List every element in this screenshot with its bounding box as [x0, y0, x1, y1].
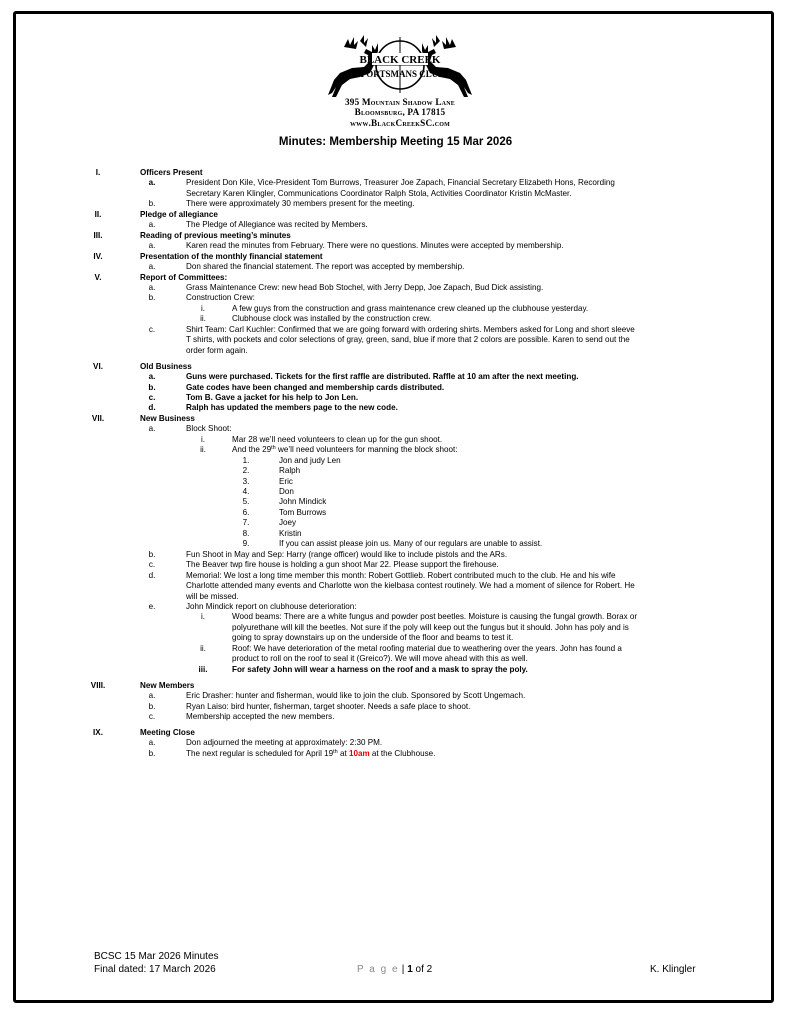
item-text-main: Don shared the financial statement. The report was accepted by membership. [186, 262, 465, 272]
item-number: 2. [242, 466, 250, 476]
address-city: Bloomsburg, PA 17815 [354, 107, 446, 118]
item-text [232, 314, 431, 324]
ordinal-suffix: th [333, 748, 338, 755]
item-text-main: If you can assist please join us. Many of our regulars are unable to assist. [279, 539, 543, 549]
item-number: 1. [242, 455, 250, 465]
item-text-main: product to roll on the roof to seal it (Greico?). We will move ahead with this as well. [232, 654, 528, 664]
item-text-main: Officers Present [140, 168, 203, 177]
item-number: VIII. [90, 680, 106, 690]
item-number: VII. [91, 413, 105, 423]
item-text [232, 654, 528, 664]
document-title: Minutes: Membership Meeting 15 Mar 2026 [278, 136, 513, 148]
item-text [232, 644, 622, 654]
item-text-main: New Members [140, 680, 195, 690]
item-text [279, 497, 326, 507]
item-text-main: Presentation of the monthly financial statement [140, 251, 323, 261]
item-text [186, 602, 357, 612]
item-text [232, 633, 513, 643]
item-text [186, 372, 579, 382]
page-word: P a g e [357, 964, 400, 975]
item-text [140, 168, 203, 178]
item-number: b. [148, 748, 156, 758]
item-text [279, 539, 542, 549]
item-text-main: Mar 28 we’ll need volunteers to clean up for the gun shoot. [232, 434, 443, 444]
item-number: c. [148, 392, 156, 402]
address-street: 395 Mountain Shadow Lane [345, 97, 455, 107]
item-number: b. [148, 382, 156, 392]
item-text-main: Old Business [140, 361, 192, 371]
item-number: d. [148, 403, 156, 413]
item-text [140, 414, 195, 424]
item-text-main: For safety John will wear a harness on the roof and a mask to spray the poly. [232, 664, 528, 674]
item-text-main: T shirts, with pockets and color selections of gray, green, sand, blue if more that 2 colors are possible. Karen to send out the [186, 335, 630, 345]
item-number: d. [148, 570, 156, 580]
item-text-main: New Business [140, 413, 195, 423]
item-text-main: Jon and judy Len [279, 455, 341, 465]
item-text [186, 691, 525, 701]
item-number: VI. [93, 361, 103, 371]
item-number: V. [94, 272, 102, 282]
item-text [279, 477, 293, 487]
item-text-main: Reading of previous meeting’s minutes [140, 230, 291, 240]
item-text-main: Kristin [279, 528, 302, 538]
page-current: 1 [407, 964, 413, 975]
item-number: ii. [200, 643, 206, 653]
item-number: i. [200, 612, 206, 622]
item-number: IX. [93, 727, 103, 737]
item-text-main: The Pledge of Allegiance was recited by Members. [186, 220, 368, 230]
item-text [140, 362, 192, 372]
item-number: c. [148, 560, 156, 570]
logo-text-top: BLACK CREEK [359, 54, 441, 66]
item-text [186, 571, 615, 581]
item-text [186, 550, 507, 560]
page-border [13, 11, 774, 1003]
item-text [186, 592, 239, 602]
item-text-main: Tom B. Gave a jacket for his help to Jon Len. [186, 392, 359, 402]
item-text [186, 383, 444, 393]
item-text [186, 220, 368, 230]
item-number: a. [148, 424, 156, 434]
item-text [232, 304, 588, 314]
item-text-cont: we’ll need volunteers for manning the block shoot: [275, 445, 458, 455]
item-text-main: Shirt Team: Carl Kuchler: Confirmed that we are going forward with ordering shirts. Members asked for Long and short sleeve [186, 324, 635, 334]
item-text-main: Ralph [279, 466, 301, 476]
item-number: 8. [242, 528, 250, 538]
item-text [279, 508, 326, 518]
item-text [186, 189, 572, 199]
item-text [279, 529, 302, 539]
item-text-main: Block Shoot: [186, 424, 232, 434]
club-address [300, 97, 500, 128]
item-text [186, 325, 635, 335]
item-text-main: A few guys from the construction and grass maintenance crew cleaned up the clubhouse yesterday. [232, 303, 589, 313]
item-number: b. [148, 199, 156, 209]
item-text [232, 623, 629, 633]
item-text [186, 712, 334, 722]
item-number: iii. [198, 664, 208, 674]
item-text-main: Pledge of allegiance [140, 209, 218, 219]
item-text-main: Tom Burrows [279, 507, 327, 517]
item-text [186, 241, 564, 251]
item-text-main: order form again. [186, 345, 248, 355]
item-text-main: President Don Kile, Vice-President Tom Burrows, Treasurer Joe Zapach, Financial Secretary Elizabeth Hons, Recording [186, 178, 615, 188]
item-text [232, 665, 528, 675]
item-text [279, 518, 296, 528]
item-number: a. [148, 282, 156, 292]
item-number: 4. [242, 487, 250, 496]
page-of: of 2 [415, 964, 433, 975]
item-number: IV. [93, 251, 103, 261]
item-number: a. [148, 220, 156, 230]
item-number: c. [148, 324, 156, 334]
item-number: b. [148, 293, 156, 303]
item-number: 7. [242, 518, 250, 528]
item-number: b. [148, 701, 156, 711]
item-text-main: The Beaver twp fire house is holding a gun shoot Mar 22. Please support the firehouse. [186, 560, 499, 570]
item-text [279, 487, 294, 497]
item-text-main: Construction Crew: [186, 293, 255, 303]
item-number: e. [148, 601, 156, 611]
item-text [186, 702, 470, 712]
item-number: i. [200, 434, 206, 444]
footer-final-date: Final dated: 17 March 2026 [94, 964, 216, 975]
item-text [140, 231, 291, 241]
item-number: 5. [242, 497, 250, 507]
item-text-main: Membership accepted the new members. [186, 711, 335, 721]
item-text-main: Eric [279, 476, 293, 486]
ordinal-suffix: th [271, 445, 276, 452]
item-text [186, 749, 435, 759]
item-number: b. [148, 549, 156, 559]
item-text-main: Charlotte attended many events and Charlotte won the kielbasa contest routinely. We had a moment of silence for Robert. He [186, 581, 635, 591]
footer-page-number: P a g e | 1 of 2 [357, 964, 433, 975]
logo-text-bottom: SPORTSMANS CLUB [355, 69, 445, 79]
item-number: 3. [242, 476, 250, 486]
footer-author: K. Klingler [650, 964, 696, 975]
item-text-main: And the 29 [232, 445, 272, 455]
club-logo [320, 35, 480, 105]
item-text [232, 612, 637, 622]
item-number: I. [95, 168, 101, 177]
item-text-main: Report of Committees: [140, 272, 228, 282]
item-text-main: Eric Drasher: hunter and fisherman, would like to join the club. Sponsored by Scott Ungemach. [186, 691, 526, 701]
item-text [186, 335, 630, 345]
item-text-end: at the Clubhouse. [369, 748, 436, 758]
item-text-main: Karen read the minutes from February. There were no questions. Minutes were accepted by membership. [186, 241, 564, 251]
item-text [186, 738, 382, 748]
item-text-main: Clubhouse clock was installed by the construction crew. [232, 314, 432, 324]
item-text-main: Grass Maintenance Crew: new head Bob Stochel, with Jerry Depp, Joe Zapach, Bud Dick assisting. [186, 282, 544, 292]
item-text [186, 346, 248, 356]
highlight-time: 10am [348, 748, 370, 758]
item-text-main: Roof: We have deterioration of the metal roofing material due to weathering over the years. John has found a [232, 643, 622, 653]
item-text [186, 581, 635, 591]
item-number: 9. [242, 539, 250, 549]
item-text [186, 199, 415, 209]
item-text-main: polyurethane will kill the beetles. Not sure if the poly will keep out the fungus but it should. John has poly and is [232, 622, 629, 632]
item-number: ii. [200, 314, 206, 324]
item-text [140, 210, 218, 220]
item-text [232, 445, 458, 455]
item-text-cont: at [337, 748, 349, 758]
item-number: c. [148, 711, 156, 721]
item-text [279, 456, 341, 466]
item-text-main: Memorial: We lost a long time member this month: Robert Gottlieb. Robert contributed much to the club. He and his wife [186, 570, 616, 580]
item-text [140, 273, 227, 283]
item-text-main: The next regular is scheduled for April 19 [186, 748, 334, 758]
item-number: ii. [200, 445, 206, 455]
item-number: 6. [242, 507, 250, 517]
item-number: a. [148, 738, 156, 748]
item-number: a. [148, 262, 156, 272]
address-website: www.BlackCreekSC.com [349, 117, 451, 128]
item-text-main: John Mindick [279, 497, 327, 507]
item-text [186, 403, 398, 413]
item-text [186, 178, 615, 188]
item-text-main: Ralph has updated the members page to the new code. [186, 403, 398, 413]
item-text-main: Joey [279, 518, 297, 528]
item-text [186, 424, 231, 434]
item-number: II. [94, 209, 102, 219]
item-text [140, 681, 194, 691]
item-text-main: John Mindick report on clubhouse deterioration: [186, 601, 357, 611]
item-text-main: Meeting Close [140, 727, 195, 737]
item-text [186, 293, 255, 303]
item-text-main: Guns were purchased. Tickets for the first raffle are distributed. Raffle at 10 am after the next meeting. [186, 372, 579, 382]
item-text [140, 728, 195, 738]
item-number: a. [148, 691, 156, 701]
item-text [186, 560, 499, 570]
item-text-main: Ryan Laiso: bird hunter, fisherman, target shooter. Needs a safe place to shoot. [186, 701, 471, 711]
item-text-main: Wood beams: There are a white fungus and powder post beetles. Moisture is causing the fungal growth. Borax or [232, 612, 638, 622]
item-text-main: Secretary Karen Klingler, Communications Coordinator Ralph Stola, Activities Coordinator Kristin McMaster. [186, 188, 572, 198]
item-text [186, 393, 358, 403]
item-number: i. [200, 303, 206, 313]
item-text-main: going to spray downstairs up on the underside of the floor and beams to test it. [232, 633, 514, 643]
item-number: a. [148, 241, 156, 251]
item-text-main: Don [279, 487, 294, 496]
item-text [232, 435, 442, 445]
item-number: a. [148, 178, 156, 188]
item-text-main: will be missed. [186, 591, 239, 601]
item-text-main: There were approximately 30 members present for the meeting. [186, 199, 415, 209]
item-text-main: Fun Shoot in May and Sep: Harry (range officer) would like to include pistols and the ARs. [186, 549, 508, 559]
item-text [140, 252, 323, 262]
item-number: a. [148, 372, 156, 382]
item-text-main: Don adjourned the meeting at approximately: 2:30 PM. [186, 738, 383, 748]
item-text-main: Gate codes have been changed and membership cards distributed. [186, 382, 445, 392]
item-text [279, 466, 300, 476]
item-number: III. [93, 230, 103, 240]
item-text [186, 283, 543, 293]
footer-doc-name: BCSC 15 Mar 2026 Minutes [94, 951, 219, 962]
item-text [186, 262, 464, 272]
